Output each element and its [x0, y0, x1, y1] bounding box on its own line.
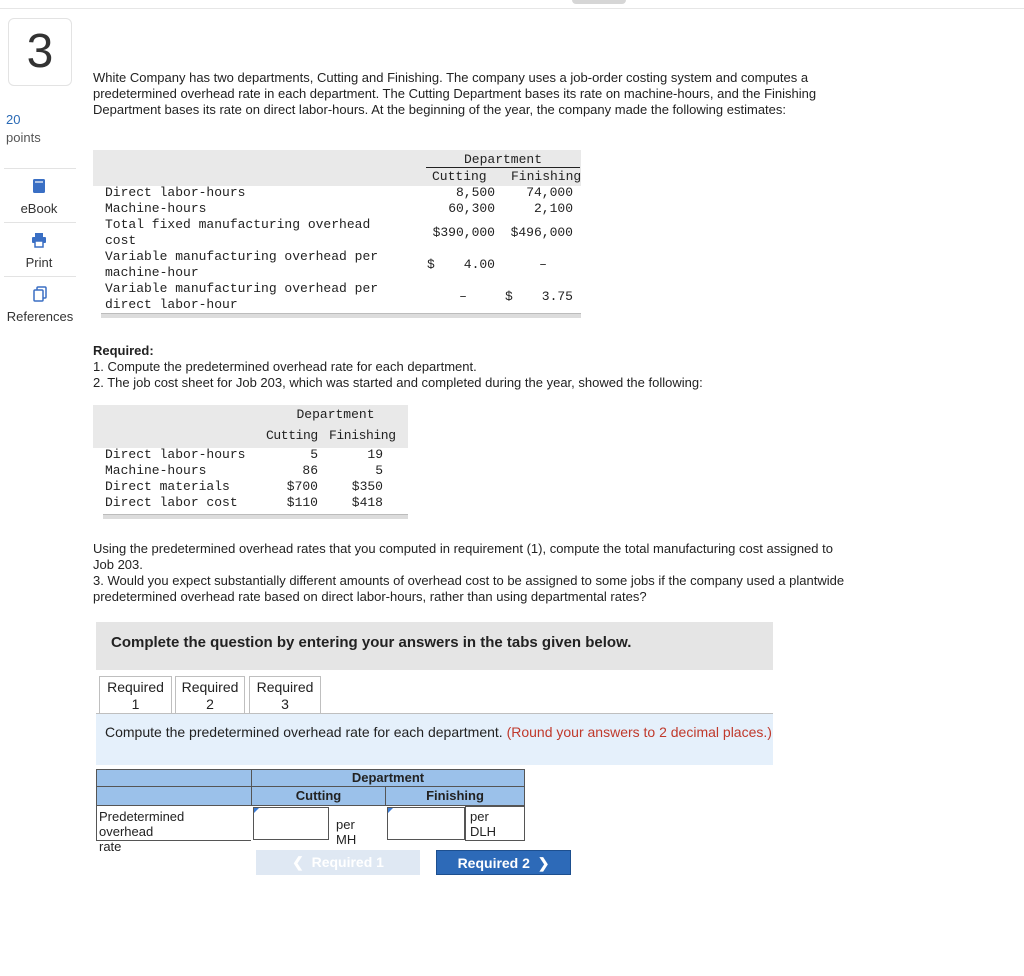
header-underline [426, 167, 580, 168]
row-label: Machine-hours [105, 201, 207, 216]
finishing-rate-input[interactable] [387, 807, 465, 840]
cutting-rate-input[interactable] [253, 807, 329, 840]
row-label-cont: machine-hour [105, 265, 199, 280]
sidebar-item-ebook[interactable] [6, 178, 72, 216]
row-label: Variable manufacturing overhead per [105, 281, 379, 296]
points-value: 20 [6, 112, 21, 127]
department-header: Department [296, 407, 375, 422]
tab-required-2[interactable] [175, 676, 245, 714]
cell-cutting: $700 [286, 479, 318, 494]
sidebar-divider [4, 276, 76, 277]
row-label: Predetermined [99, 809, 185, 824]
chevron-right-icon: ❯ [537, 855, 550, 871]
tab-label: Required [256, 679, 314, 695]
department-header: Department [463, 152, 542, 167]
cell-finishing: 19 [367, 447, 383, 462]
col-cutting-header: Cutting [266, 428, 318, 443]
cell-cutting: $390,000 [432, 225, 495, 240]
col-cutting-header: Cutting [251, 786, 386, 806]
cell-finishing: $350 [351, 479, 383, 494]
top-scroll-tab [572, 0, 626, 4]
cell-cutting: – [459, 289, 467, 304]
table-bottom-band [101, 314, 581, 318]
required-1-text: 1. Compute the predetermined overhead rate for each department. [93, 359, 477, 374]
empty-header-cell [96, 786, 252, 806]
tab-required-1[interactable] [99, 676, 172, 714]
row-label: Total fixed manufacturing overhead [105, 217, 371, 232]
sidebar-item-print[interactable] [6, 232, 72, 270]
col-finishing-header: Finishing [385, 786, 525, 806]
top-divider [0, 8, 1024, 9]
instruction-text: Compute the predetermined overhead rate for each department. [105, 724, 507, 740]
tab-number: 2 [206, 696, 214, 712]
sidebar-item-label: Print [25, 255, 53, 270]
col-finishing-header: Finishing [511, 169, 582, 184]
tab-number: 1 [131, 696, 140, 712]
cell-cutting: 4.00 [463, 257, 495, 272]
cell-finishing: 3.75 [541, 289, 573, 304]
cell-finishing: $418 [351, 495, 383, 510]
row-label: Machine-hours [105, 463, 207, 478]
cell-cutting: $110 [286, 495, 318, 510]
cell-cutting: 60,300 [448, 201, 495, 216]
row-label: Variable manufacturing overhead per [105, 249, 379, 264]
row-label: Direct materials [105, 479, 230, 494]
chevron-left-icon: ❮ [292, 854, 304, 870]
next-required-button[interactable] [436, 850, 571, 875]
cell-cutting: 5 [310, 447, 318, 462]
table-bottom-band [103, 515, 408, 519]
tab-number: 3 [281, 696, 289, 712]
cell-finishing: 5 [375, 463, 383, 478]
row-label: Direct labor-hours [105, 447, 246, 462]
prev-required-button[interactable] [256, 850, 420, 875]
prev-label: Required 1 [311, 854, 384, 870]
rounding-note: (Round your answers to 2 decimal places.) [506, 724, 772, 740]
cell-finishing: – [539, 257, 547, 272]
cell-finishing: 74,000 [526, 185, 573, 200]
job-203-table [93, 405, 408, 522]
sidebar-divider [4, 168, 76, 169]
row-label-cont: overhead rate [99, 824, 154, 854]
row-label: Direct labor cost [105, 495, 238, 510]
sidebar-item-label: References [6, 309, 74, 324]
empty-header-cell [96, 769, 252, 787]
problem-intro: White Company has two departments, Cutting and Finishing. The company uses a job-order costing system and computes a predetermined overhead rate in each department. The Cutting Department bases its rate on machine-hours, and the Finishing Department bases its rate on direct labor-hours. At the beginning of the year, the company made the following estimates: [93, 70, 817, 117]
required-heading: Required: [93, 343, 154, 358]
documents-icon [2, 286, 78, 305]
department-header: Department [251, 769, 525, 787]
col-finishing-header: Finishing [329, 428, 396, 443]
cell-cutting: 86 [302, 463, 318, 478]
tab-required-3[interactable] [249, 676, 321, 714]
cell-finishing: $496,000 [510, 225, 573, 240]
instruction-panel [96, 713, 773, 765]
currency-symbol: $ [427, 257, 435, 272]
sidebar-item-label: eBook [20, 201, 58, 216]
sidebar-item-references[interactable] [2, 286, 78, 324]
row-label: Direct labor-hours [105, 185, 246, 200]
col-cutting-header: Cutting [432, 169, 487, 184]
printer-icon [6, 232, 72, 251]
required-3-text: 3. Would you expect substantially different amounts of overhead cost to be assigned to some jobs if the company used a plantwide predetermined overhead rate based on direct labor-hours, rather than using departmental rates? [93, 573, 845, 604]
sidebar-divider [4, 222, 76, 223]
row-label-cont: cost [105, 233, 137, 248]
cell-finishing: 2,100 [533, 201, 573, 216]
cutting-unit: per MH [336, 817, 357, 847]
cell-cutting: 8,500 [455, 185, 495, 200]
estimates-table [93, 150, 581, 320]
book-icon [6, 178, 72, 197]
question-number: 3 [8, 18, 72, 86]
points-label: points [6, 130, 41, 145]
required-2-text: 2. The job cost sheet for Job 203, which was started and completed during the year, showed the following: [93, 375, 703, 390]
complete-banner: Complete the question by entering your answers in the tabs given below. [96, 622, 773, 670]
using-rates-text: Using the predetermined overhead rates that you computed in requirement (1), compute the total manufacturing cost assigned to Job 203. [93, 541, 833, 572]
currency-symbol: $ [505, 289, 513, 304]
tab-label: Required [107, 679, 164, 695]
finishing-unit: per [470, 809, 489, 824]
row-label-cont: direct labor-hour [105, 297, 238, 312]
tab-label: Required [181, 679, 239, 695]
finishing-unit-cont: DLH [470, 824, 497, 839]
next-label: Required 2 [457, 855, 530, 871]
